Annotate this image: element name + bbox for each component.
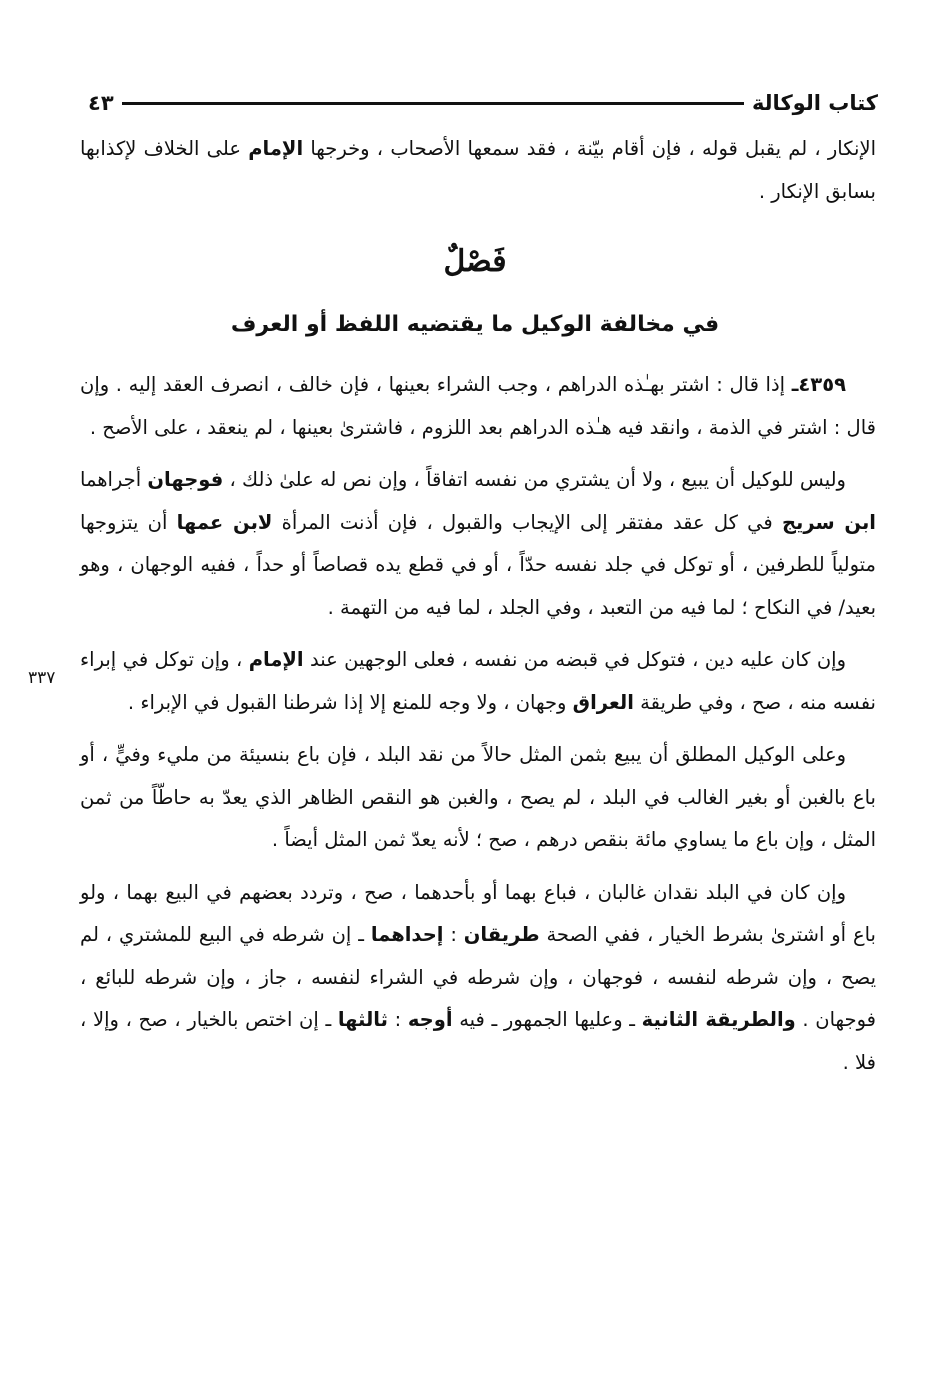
bold-term: فوجهان — [147, 468, 224, 491]
text-run: وجهان ، ولا وجه للمنع إلا إذا شرطنا القبول في الإبراء . — [127, 690, 573, 714]
text-run: وليس للوكيل أن يبيع ، ولا أن يشتري من نفسه اتفاقاً ، وإن نص له علىٰ ذلك ، — [223, 468, 846, 491]
paragraph — [80, 872, 876, 1085]
section-heading: في مخالفة الوكيل ما يقتضيه اللفظ أو العرف — [230, 312, 720, 337]
text-run: ـ إن شرطه في البيع للمشتري ، لم يصح ، وإن شرطه لنفسه ، فوجهان ، وإن شرطه في الشراء لنفسه ، جاز ، وإن شرطه للبائع ، فوجهان . — [80, 923, 876, 1031]
page-header — [88, 86, 878, 120]
paragraph — [80, 128, 876, 213]
fasl-ornament: فَصْلٌ — [443, 244, 507, 279]
bold-term: أوجه — [407, 1008, 453, 1031]
header-rule — [122, 102, 744, 105]
bold-term: الإمام — [248, 648, 304, 671]
margin-page-reference: ٣٣٧ — [28, 668, 56, 688]
text-run: : — [387, 1008, 408, 1031]
text-run: وإن كان في البلد نقدان غالبان ، فباع بهما أو بأحدهما ، صح ، وتردد بعضهم في البيع بهما ، ولو باع أو اشترىٰ بشرط الخيار ، ففي الصحة — [80, 880, 876, 946]
bold-term: العراق — [572, 690, 634, 714]
bold-term: ٤٣٥٩ـ — [791, 373, 846, 396]
text-run: ـ وعليها الجمهور ـ فيه — [452, 1008, 642, 1031]
text-run: وعلى الوكيل المطلق أن يبيع بثمن المثل حالاً من نقد البلد ، فإن باع بنسيئة من مليء وفيٍّ ، أو باع بالغبن أو بغير الغالب في البلد ، لم يصح ، والغبن هو النقص الظاهر الذي يعدّ به حاطّاً من ثمن المثل ، وإن باع ما يساوي مائة بنقص درهم ، صح ؛ لأنه يعدّ ثمن المثل أيضاً . — [80, 743, 876, 851]
text-run: أن يتزوجها متولياً للطرفين ، أو توكل في جلد نفسه حدّاً ، أو في قطع يده قصاصاً أو حداً ، ففيه الوجهان ، وهو بعيد/ في النكاح ؛ لما فيه من التعبد ، وفي الجلد ، لما فيه من التهمة . — [80, 510, 876, 619]
bold-term: والطريقة الثانية — [641, 1008, 796, 1031]
page-number: ٤٣ — [88, 91, 114, 115]
paragraph — [80, 639, 876, 724]
text-run: : — [443, 923, 464, 946]
text-run: وإن كان عليه دين ، فتوكل في قبضه من نفسه ، فعلى الوجهين عند — [303, 648, 846, 671]
bold-term: الإمام — [248, 137, 304, 160]
text-run: إذا قال : اشتر بهـٰذه الدراهم ، وجب الشراء بعينها ، فإن خالف ، انصرف العقد إليه . وإن قال : اشتر في الذمة ، وانقد فيه هـٰذه الدراهم بعد اللزوم ، فاشترىٰ بعينها ، لم ينعقد ، على الأصح . — [80, 373, 876, 439]
paragraph — [80, 459, 876, 629]
text-run: الإنكار ، لم يقبل قوله ، فإن أقام بيّنة ، فقد سمعها الأصحاب ، وخرجها — [303, 137, 876, 160]
running-title: كتاب الوكالة — [751, 91, 878, 115]
bold-term: ابن سريج — [781, 510, 876, 534]
bold-term: طريقان — [463, 923, 540, 946]
bold-term: لابن عمها — [176, 510, 273, 534]
paragraph — [80, 364, 876, 449]
text-run: ـ إن اختص بالخيار ، صح ، وإلا ، فلا . — [80, 1008, 876, 1074]
text-run: أجراهما — [80, 468, 148, 491]
bold-term: إحداهما — [370, 923, 444, 946]
paragraph — [80, 734, 876, 862]
text-run: على الخلاف لإكذابها بسابق الإنكار . — [80, 137, 876, 203]
intro-text — [80, 128, 876, 213]
text-run: في كل عقد مفتقر إلى الإيجاب والقبول ، فإن أذنت المرأة — [272, 510, 782, 534]
bold-term: ثالثها — [337, 1008, 388, 1031]
body-text — [80, 364, 876, 1084]
text-run: ، وإن توكل في إبراء نفسه منه ، صح ، وفي طريقة — [80, 648, 876, 714]
